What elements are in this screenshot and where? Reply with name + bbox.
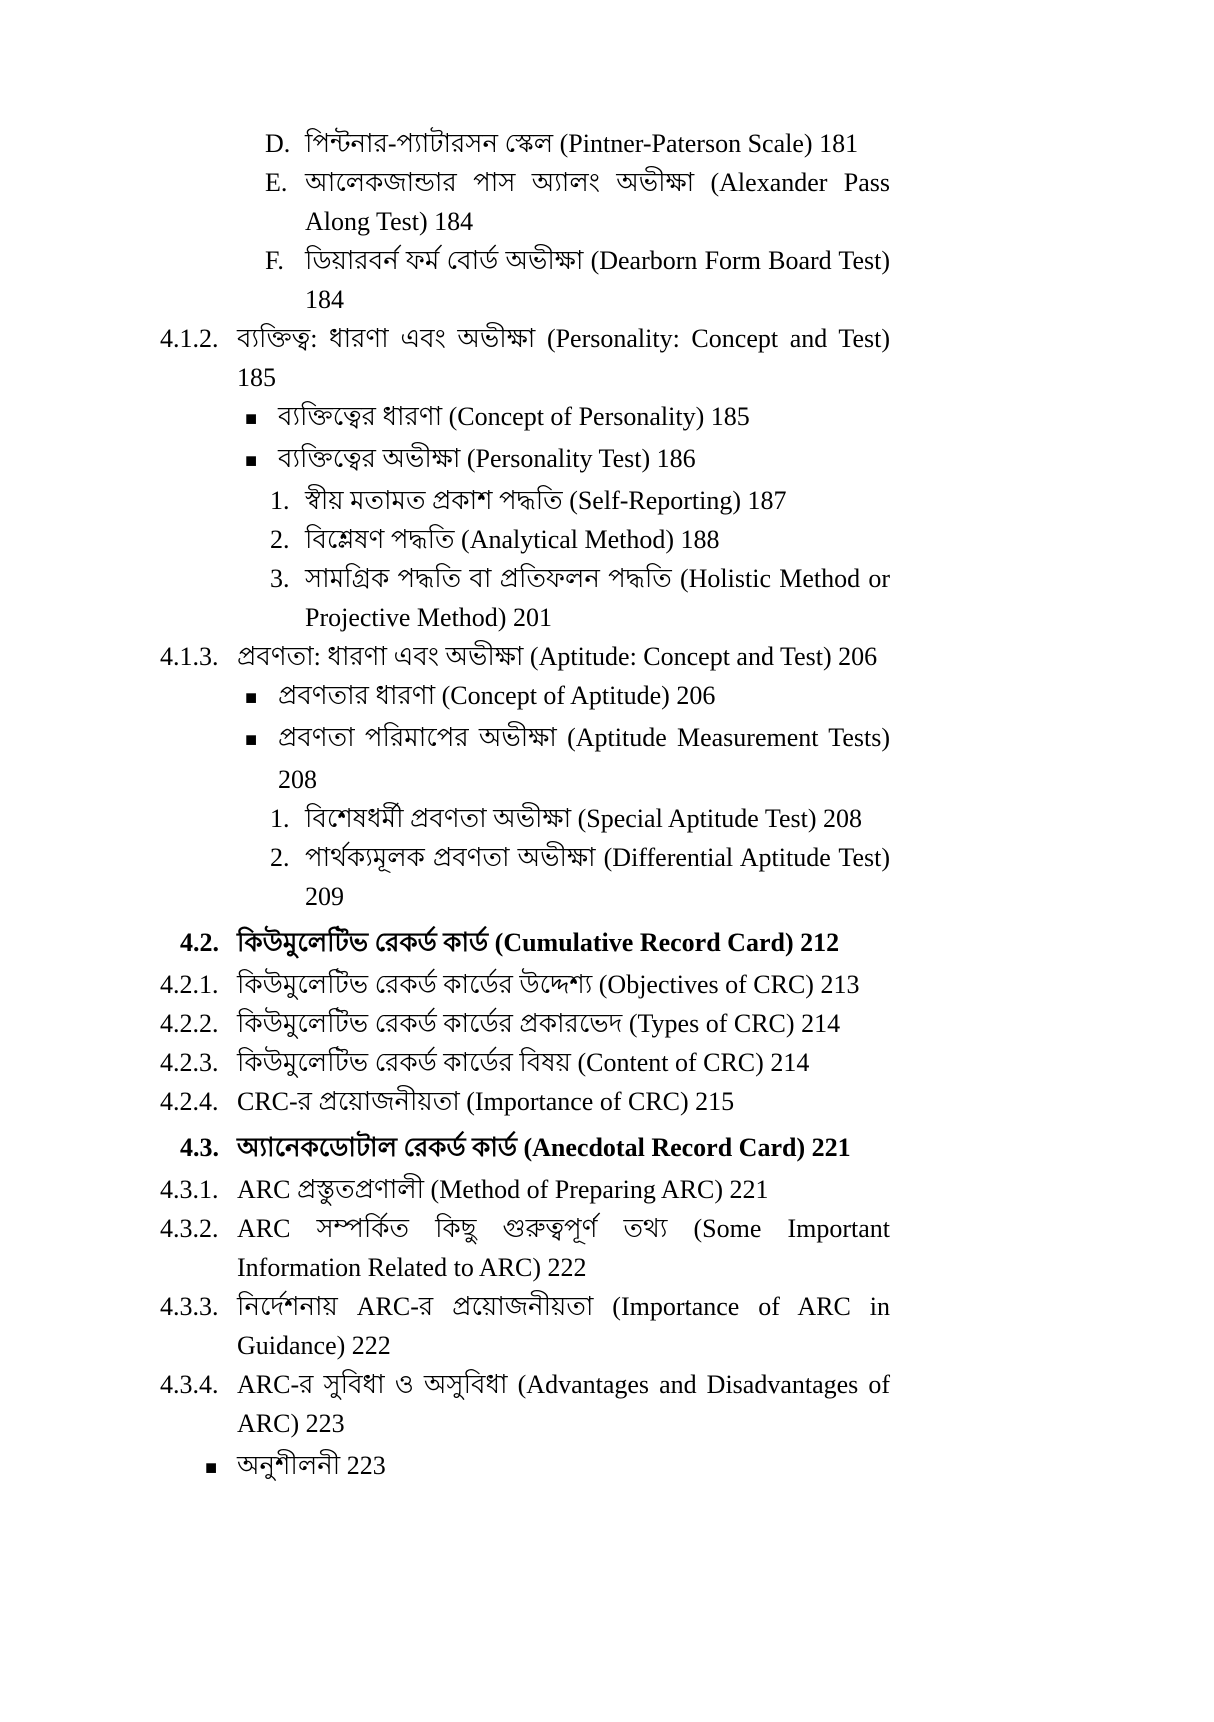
toc-entry [160,1004,890,1043]
entry-page-number: 209 [305,882,344,911]
entry-marker: F. [265,246,284,275]
entry-text: পার্থক্যমূলক প্রবণতা অভীক্ষা (Differential Aptitude Test) [305,843,890,872]
toc-entry [160,241,890,319]
entry-text: অ্যানেকডোটাল রেকর্ড কার্ড (Anecdotal Record Card) [237,1133,806,1162]
entry-text: প্রবণতা: ধারণা এবং অভীক্ষা (Aptitude: Concept and Test) [237,642,832,671]
entry-text: নির্দেশনায় ARC-র প্রয়োজনীয়তা (Importance of ARC in Guidance) [237,1292,890,1360]
entry-page-number: 215 [695,1087,735,1116]
entry-page-number: 208 [822,804,862,833]
entry-page-number: 187 [747,486,787,515]
toc-entry [160,1365,890,1443]
toc-entry [160,838,890,916]
entry-text: ব্যক্তিত্ব: ধারণা এবং অভীক্ষা (Personality: Concept and Test) [237,324,890,353]
toc-entry [160,1128,890,1167]
toc-entry [160,1287,890,1365]
entry-marker: 4.3. [180,1133,219,1162]
toc-entry [160,397,890,439]
toc-entry [160,1209,890,1287]
entry-text: পিন্টনার-প্যাটারসন স্কেল (Pintner-Paterson Scale) [305,129,813,158]
entry-marker: 2. [270,843,290,872]
entry-page-number: 184 [305,285,344,314]
entry-page-number: 186 [656,444,696,473]
entry-text: আলেকজান্ডার পাস অ্যালং অভীক্ষা (Alexander Pass Along Test) [305,168,890,236]
entry-marker: 4.3.3. [160,1292,219,1321]
entry-marker: 4.3.1. [160,1175,219,1204]
entry-marker: ■ [245,408,258,430]
entry-text: সামগ্রিক পদ্ধতি বা প্রতিফলন পদ্ধতি (Holistic Method or Projective Method) [305,564,890,632]
entry-marker: 4.2. [180,928,219,957]
entry-marker: D. [265,129,291,158]
entry-page-number: 214 [770,1048,810,1077]
entry-text: CRC-র প্রয়োজনীয়তা (Importance of CRC) [237,1087,689,1116]
entry-text: কিউমুলেটিভ রেকর্ড কার্ডের বিষয় (Content of CRC) [237,1048,764,1077]
entry-marker: 4.2.3. [160,1048,219,1077]
entry-marker: E. [265,168,288,197]
entry-page-number: 213 [820,970,860,999]
entry-page-number: 223 [346,1451,386,1480]
entry-text: ARC সম্পর্কিত কিছু গুরুত্বপূর্ণ তথ্য (Some Important Information Related to ARC) [237,1214,890,1282]
entry-marker: 4.1.3. [160,642,219,671]
entry-text: বিশ্লেষণ পদ্ধতি (Analytical Method) [305,525,675,554]
entry-text: ডিয়ারবর্ন ফর্ম বোর্ড অভীক্ষা (Dearborn Form Board Test) [305,246,890,275]
toc-entry [160,439,890,481]
entry-page-number: 222 [547,1253,587,1282]
toc-entry [160,637,890,676]
entry-marker: ■ [245,450,258,472]
toc-entry [160,124,890,163]
entry-marker: 4.3.2. [160,1214,219,1243]
entry-marker: ■ [245,687,258,709]
entry-page-number: 206 [676,681,716,710]
entry-marker: 4.3.4. [160,1370,219,1399]
entry-text: কিউমুলেটিভ রেকর্ড কার্ডের প্রকারভেদ (Types of CRC) [237,1009,795,1038]
entry-marker: 4.2.2. [160,1009,219,1038]
entry-marker: 1. [270,804,290,833]
entry-marker: ■ [205,1457,218,1479]
entry-text: অনুশীলনী [237,1451,341,1480]
toc-entry [160,1043,890,1082]
entry-text: প্রবণতার ধারণা (Concept of Aptitude) [278,681,670,710]
entry-page-number: 201 [512,603,552,632]
toc-entry [160,1446,890,1488]
toc-entry [160,965,890,1004]
entry-marker: 4.2.1. [160,970,219,999]
entry-marker: 2. [270,525,290,554]
toc-entry [160,676,890,718]
entry-page-number: 223 [305,1409,345,1438]
entry-page-number: 222 [351,1331,391,1360]
toc-entry [160,1082,890,1121]
entry-text: বিশেষধর্মী প্রবণতা অভীক্ষা (Special Aptitude Test) [305,804,817,833]
toc-entry [160,559,890,637]
toc-entry [160,481,890,520]
entry-page-number: 188 [680,525,720,554]
toc-list [160,124,890,1488]
entry-page-number: 184 [434,207,474,236]
entry-text: ব্যক্তিত্বের অভীক্ষা (Personality Test) [278,444,651,473]
entry-text: ARC-র সুবিধা ও অসুবিধা (Advantages and Disadvantages of ARC) [237,1370,890,1438]
entry-page-number: 208 [278,765,317,794]
entry-text: প্রবণতা পরিমাপের অভীক্ষা (Aptitude Measurement Tests) [278,723,890,752]
toc-entry [160,520,890,559]
entry-page-number: 185 [710,402,750,431]
entry-marker: 3. [270,564,290,593]
entry-marker: 4.1.2. [160,324,219,353]
toc-entry [160,923,890,962]
toc-entry [160,1170,890,1209]
entry-page-number: 221 [811,1133,851,1162]
entry-text: ARC প্রস্তুতপ্রণালী (Method of Preparing ARC) [237,1175,724,1204]
entry-page-number: 181 [819,129,859,158]
entry-text: স্বীয় মতামত প্রকাশ পদ্ধতি (Self-Reporting) [305,486,742,515]
entry-text: কিউমুলেটিভ রেকর্ড কার্ড (Cumulative Record Card) [237,928,794,957]
entry-page-number: 185 [237,363,276,392]
toc-entry [160,319,890,397]
entry-text: ব্যক্তিত্বের ধারণা (Concept of Personality) [278,402,705,431]
entry-marker: 1. [270,486,290,515]
entry-page-number: 206 [838,642,878,671]
toc-entry [160,799,890,838]
toc-entry [160,718,890,799]
entry-marker: ■ [245,729,258,751]
entry-page-number: 214 [801,1009,841,1038]
entry-text: কিউমুলেটিভ রেকর্ড কার্ডের উদ্দেশ্য (Objectives of CRC) [237,970,814,999]
toc-entry [160,163,890,241]
entry-page-number: 221 [729,1175,769,1204]
entry-page-number: 212 [800,928,840,957]
entry-marker: 4.2.4. [160,1087,219,1116]
